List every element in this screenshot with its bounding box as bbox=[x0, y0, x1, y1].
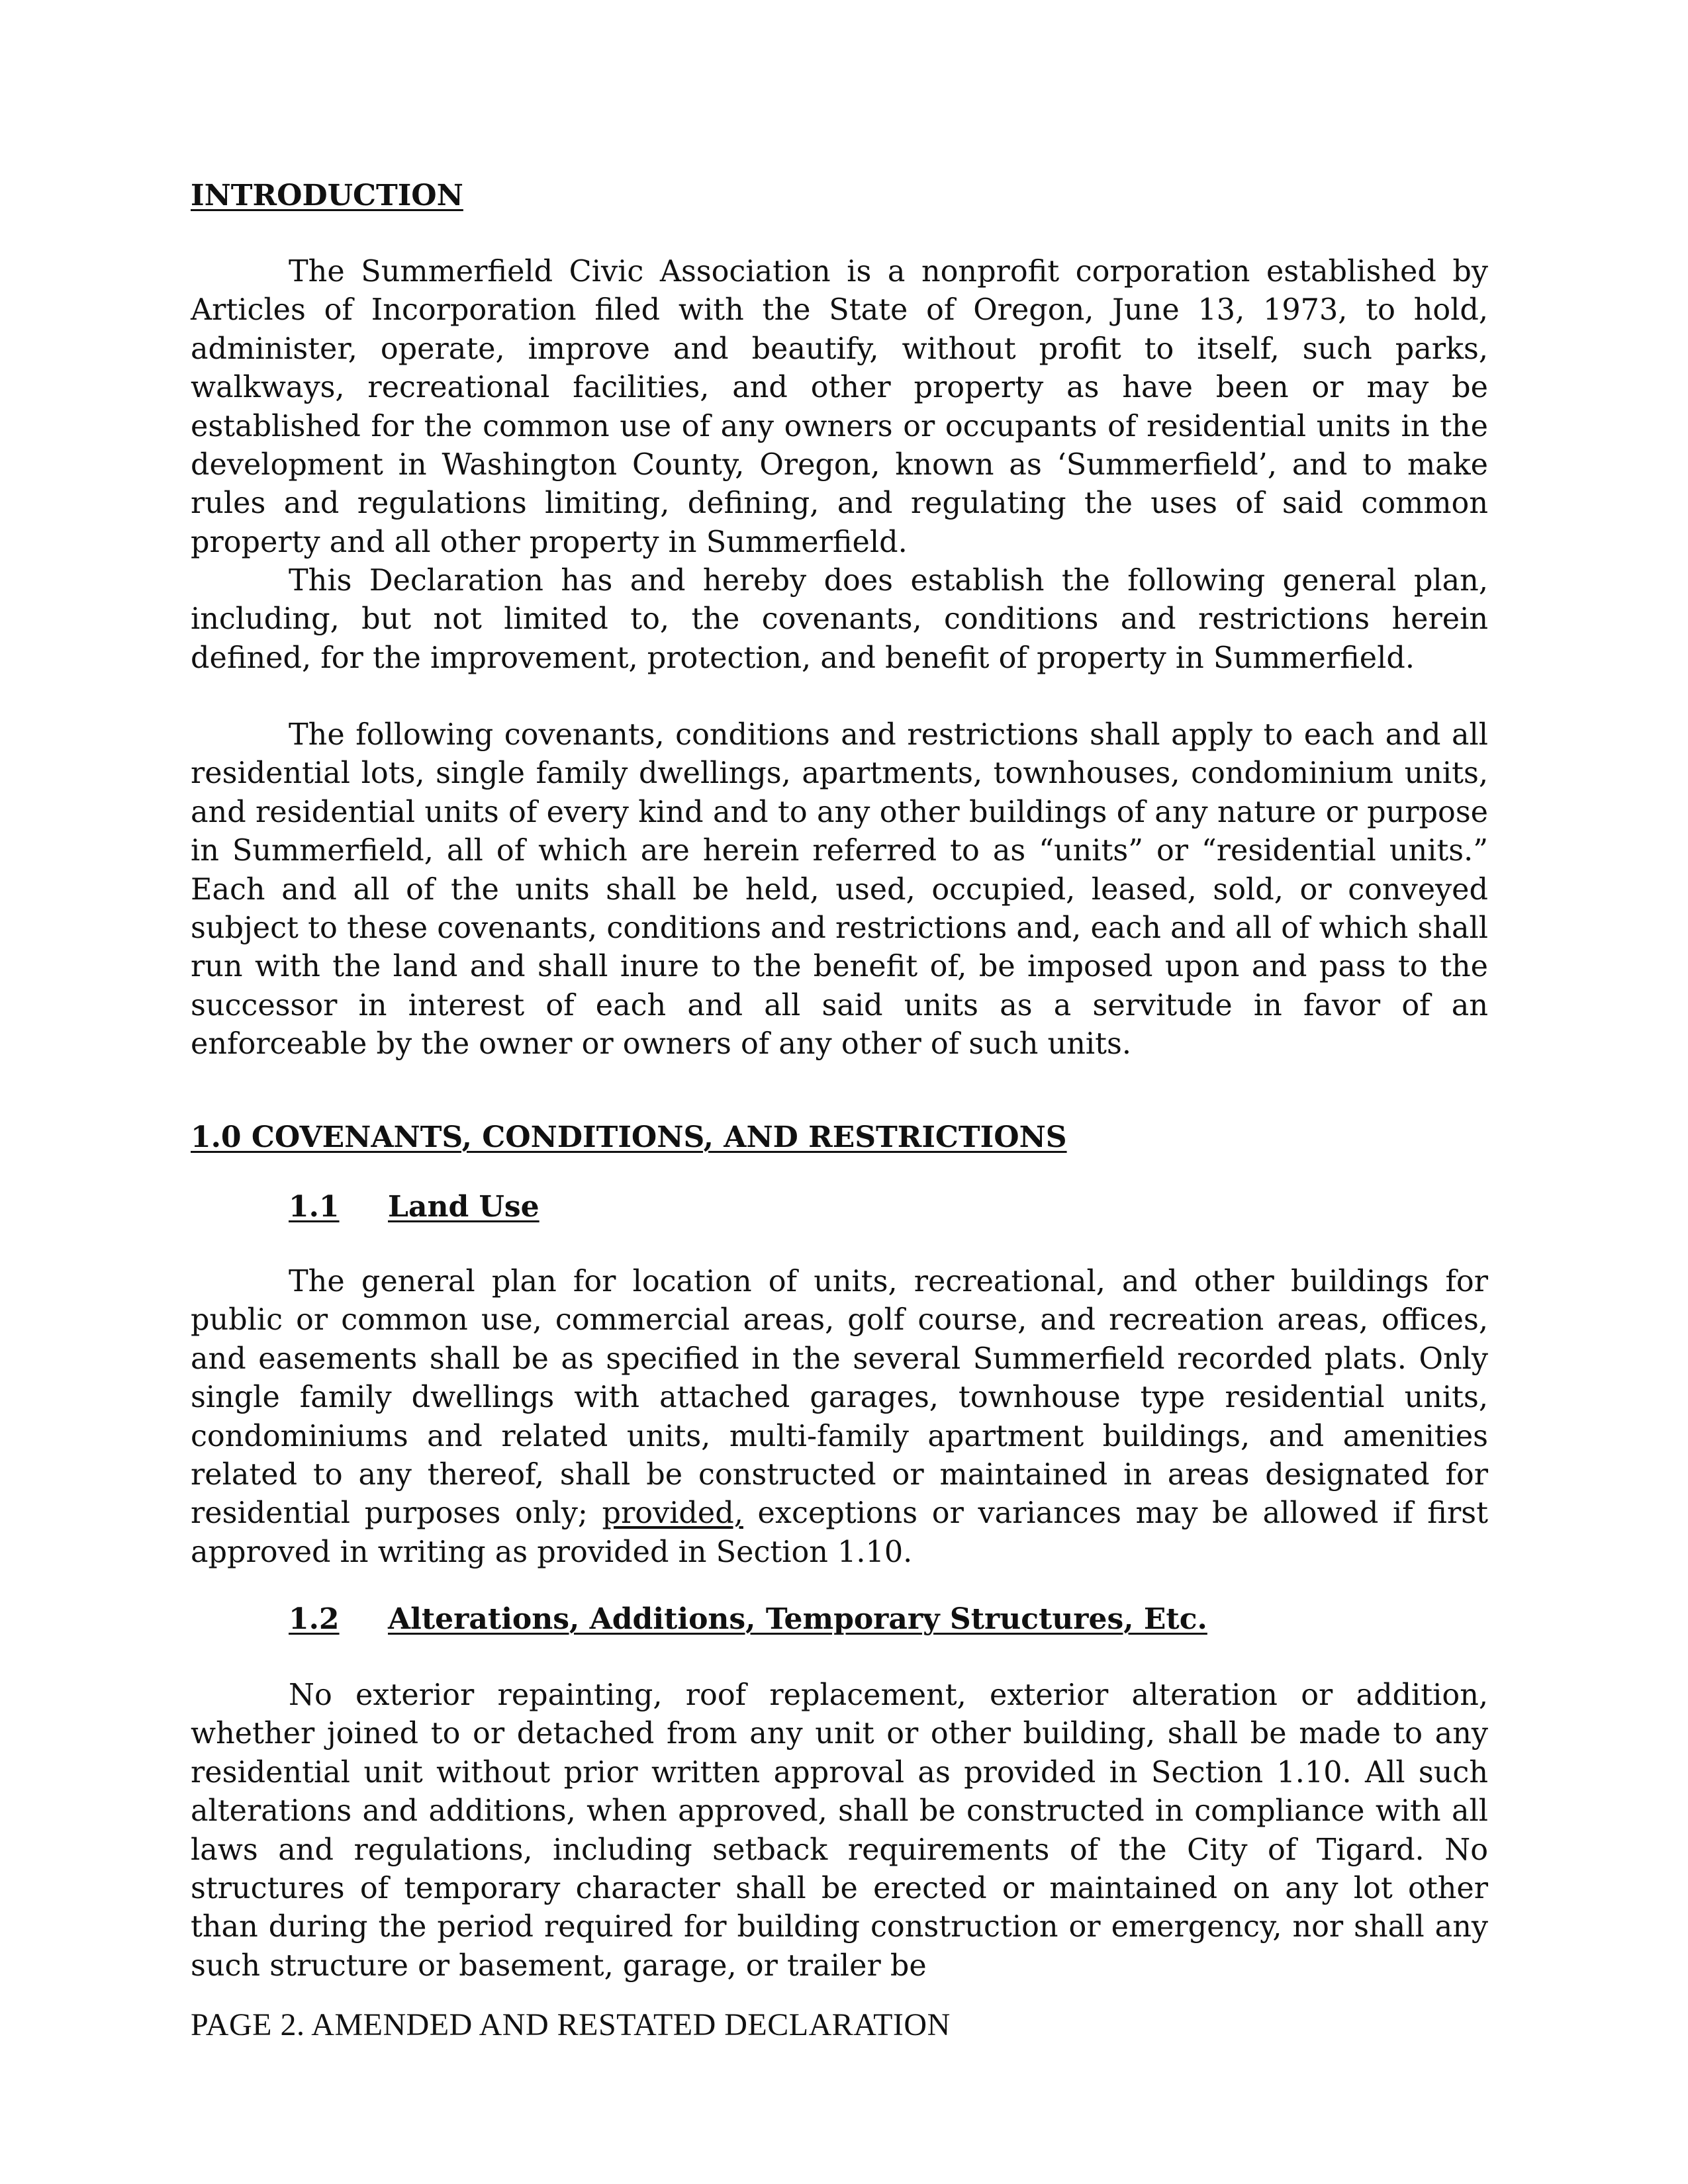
page-footer: PAGE 2. AMENDED AND RESTATED DECLARATION bbox=[191, 2007, 951, 2042]
section-1-1-title: Land Use bbox=[388, 1190, 539, 1224]
section-1-1-underlined-word: provided, bbox=[602, 1496, 743, 1531]
section-1-1-number: 1.1 bbox=[289, 1190, 340, 1224]
section-1-2-title: Alterations, Additions, Temporary Structures, Etc. bbox=[388, 1602, 1207, 1636]
introduction-heading: INTRODUCTION bbox=[191, 179, 463, 212]
section-1-1-text-after: exceptions or variances may be allowed if first approved in writing as provided in Section 1.10. bbox=[191, 1496, 1488, 1569]
intro-paragraph-1: The Summerfield Civic Association is a nonprofit corporation established by Articles of Incorporation filed with the State of Oregon, June 13, 1973, to hold, administer, operate, improve and beautify, without profit to itself, such parks, walkways, recreational facilities, and other property as have been or may be established for the common use of any owners or occupants of residential units in the development in Washington County, Oregon, known as ‘Summerfield’, and to make rules and regulations limiting, defining, and regulating the uses of said common property and all other property in Summerfield. bbox=[191, 255, 1488, 559]
section-1-heading: 1.0 COVENANTS, CONDITIONS, AND RESTRICTIONS bbox=[191, 1120, 1067, 1154]
section-1-2-heading bbox=[289, 1602, 1207, 1636]
section-1-1-heading bbox=[289, 1190, 539, 1224]
section-1-1-text bbox=[191, 1263, 1488, 1572]
section-1-1-text-before: The general plan for location of units, recreational, and other buildings for public or common use, commercial areas, golf course, and recreation areas, offices, and easements shall be as specified in the several Summerfield recorded plats. Only single family dwellings with attached garages, townhouse type residential units, condominiums and related units, multi-family apartment buildings, and amenities related to any thereof, shall be constructed or maintained in areas designated for residential purposes only; bbox=[191, 1265, 1488, 1531]
intro-paragraph-3: The following covenants, conditions and restrictions shall apply to each and all residential lots, single family dwellings, apartments, townhouses, condominium units, and residential units of every kind and to any other buildings of any nature or purpose in Summerfield, all of which are herein referred to as “units” or “residential units.” Each and all of the units shall be held, used, occupied, leased, sold, or conveyed subject to these covenants, conditions and restrictions and, each and all of which shall run with the land and shall inure to the benefit of, be imposed upon and pass to the successor in interest of each and all said units as a servitude in favor of an enforceable by the owner or owners of any other of such units. bbox=[191, 718, 1488, 1062]
intro-paragraph-2: This Declaration has and hereby does establish the following general plan, including, but not limited to, the covenants, conditions and restrictions herein defined, for the improvement, protection, and benefit of property in Summerfield. bbox=[191, 564, 1488, 675]
section-1-2-number: 1.2 bbox=[289, 1602, 340, 1636]
section-1-2-text: No exterior repainting, roof replacement, exterior alteration or addition, whether joined to or detached from any unit or other building, shall be made to any residential unit without prior written approval as provided in Section 1.10. All such alterations and additions, when approved, shall be constructed in compliance with all laws and regulations, including setback requirements of the City of Tigard. No structures of temporary character shall be erected or maintained on any lot other than during the period required for building construction or emergency, nor shall any such structure or basement, garage, or trailer be bbox=[191, 1678, 1488, 1983]
